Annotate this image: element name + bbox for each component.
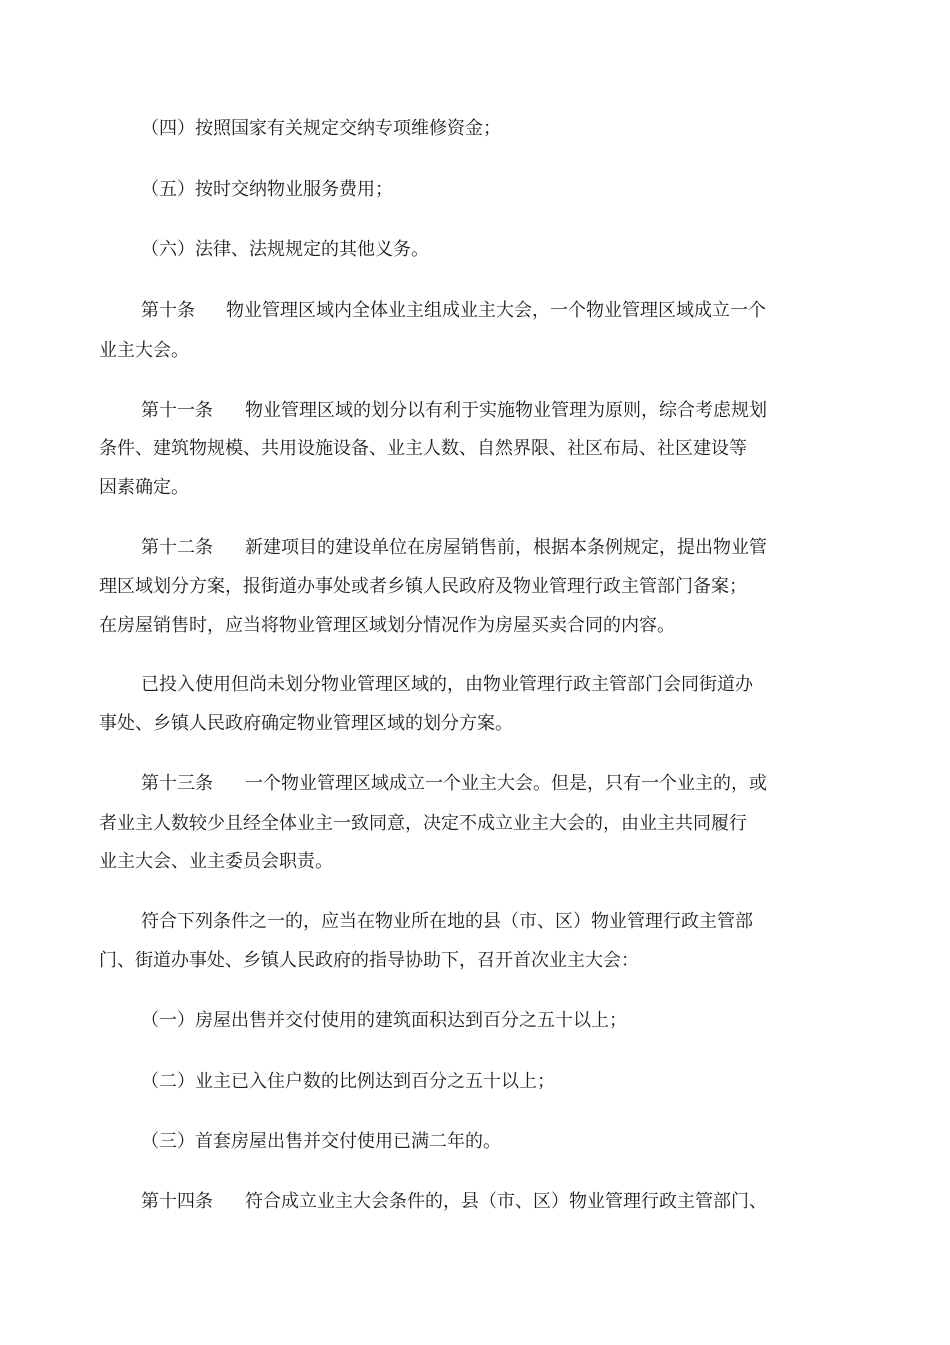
article-number: 第十四条 — [141, 1191, 213, 1212]
article-number: 第十二条 — [141, 537, 213, 558]
text-line: 业主大会。 — [99, 340, 189, 361]
text-line: 事处、乡镇人民政府确定物业管理区域的划分方案。 — [99, 713, 513, 734]
article-number: 第十一条 — [141, 400, 213, 421]
text-line: （五）按时交纳物业服务费用； — [141, 179, 393, 200]
text-line: （二）业主已入住户数的比例达到百分之五十以上； — [141, 1071, 555, 1092]
text-line: 新建项目的建设单位在房屋销售前，根据本条例规定，提出物业管 — [245, 537, 767, 558]
text-line: （六）法律、法规规定的其他义务。 — [141, 239, 429, 260]
text-line: 符合下列条件之一的，应当在物业所在地的县（市、区）物业管理行政主管部 — [141, 911, 753, 932]
text-line: 者业主人数较少且经全体业主一致同意，决定不成立业主大会的，由业主共同履行 — [99, 813, 747, 834]
article-line — [141, 772, 767, 796]
text-line: 门、街道办事处、乡镇人民政府的指导协助下，召开首次业主大会： — [99, 950, 639, 971]
text-line: 因素确定。 — [99, 477, 189, 498]
article-line — [141, 299, 766, 323]
text-line: （一）房屋出售并交付使用的建筑面积达到百分之五十以上； — [141, 1010, 627, 1031]
text-line: 物业管理区域内全体业主组成业主大会，一个物业管理区域成立一个 — [226, 300, 766, 321]
text-line: 符合成立业主大会条件的，县（市、区）物业管理行政主管部门、 — [245, 1191, 767, 1212]
article-number: 第十三条 — [141, 773, 213, 794]
text-line: 业主大会、业主委员会职责。 — [99, 851, 333, 872]
article-line — [141, 536, 767, 560]
text-line: 物业管理区域的划分以有利于实施物业管理为原则，综合考虑规划 — [245, 400, 767, 421]
article-line — [141, 1190, 767, 1214]
article-line — [141, 399, 767, 423]
text-line: （四）按照国家有关规定交纳专项维修资金； — [141, 118, 501, 139]
text-line: 条件、建筑物规模、共用设施设备、业主人数、自然界限、社区布局、社区建设等 — [99, 438, 747, 459]
text-line: 理区域划分方案，报街道办事处或者乡镇人民政府及物业管理行政主管部门备案； — [99, 576, 747, 597]
text-line: 在房屋销售时，应当将物业管理区域划分情况作为房屋买卖合同的内容。 — [99, 615, 675, 636]
text-line: 已投入使用但尚未划分物业管理区域的，由物业管理行政主管部门会同街道办 — [141, 674, 753, 695]
article-number: 第十条 — [141, 300, 195, 321]
text-line: 一个物业管理区域成立一个业主大会。但是，只有一个业主的，或 — [245, 773, 767, 794]
text-line: （三）首套房屋出售并交付使用已满二年的。 — [141, 1131, 501, 1152]
